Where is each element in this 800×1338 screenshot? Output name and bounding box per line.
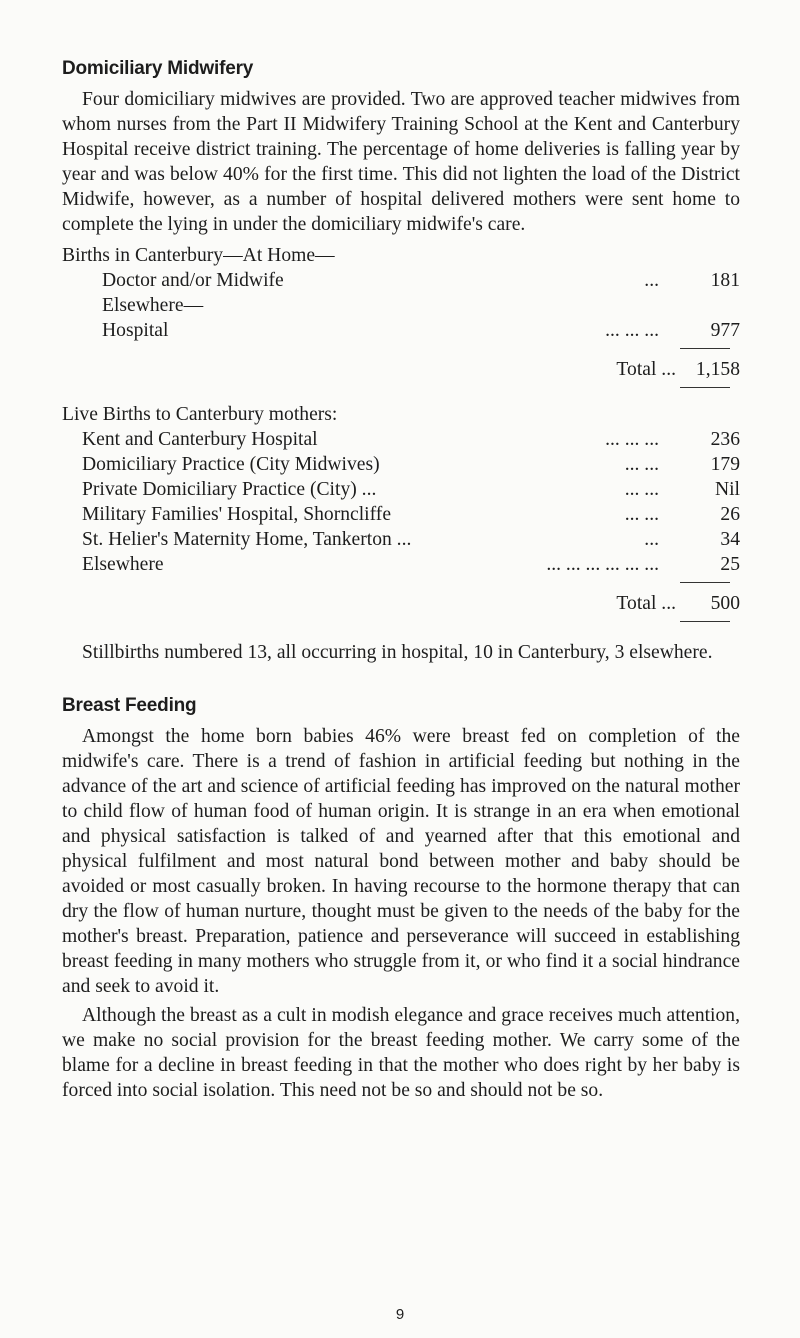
row-leader: ... [644, 529, 659, 550]
row-value: 179 [710, 454, 740, 475]
row-label: Kent and Canterbury Hospital [82, 429, 318, 450]
paragraph-breast-feeding-1: Amongst the home born babies 46% were breast fed on completion of the midwife's care. There is a trend of fashion in artificial feeding but nothing in the advance of the art and science of artificial feeding has improved on the natural mother to child flow of human food of human origin. It is strange in an era when emotional and physical satisfaction is talked of and yearned after that this emotional and physical fulfilment and most natural bond between mother and baby should be avoided or most casually broken. In having recourse to the hormone therapy that can dry the flow of human nurture, thought must be given to the needs of the baby for the mother's breast. Preparation, patience and perseverance will succeed in establishing breast feeding in many mothers who struggle from it, or who find it a social hindrance and seek to avoid it. [62, 726, 740, 997]
live-births-row [62, 427, 740, 452]
row-value: 26 [720, 504, 740, 525]
births-total-row [62, 357, 740, 382]
live-births-row [62, 477, 740, 502]
live-births-heading: Live Births to Canterbury mothers: [62, 404, 338, 425]
row-label: Hospital [102, 320, 169, 341]
row-value: 236 [710, 429, 740, 450]
live-births-row [62, 527, 740, 552]
row-value: 34 [720, 529, 740, 550]
row-value: 25 [720, 554, 740, 575]
row-leader: ... ... ... [605, 320, 659, 341]
row-leader: ... ... ... ... ... ... [546, 554, 659, 575]
row-label: Domiciliary Practice (City Midwives) [82, 454, 380, 475]
live-births-row [62, 552, 740, 577]
births-row-hospital [62, 318, 740, 343]
births-row-doctor-midwife [62, 268, 740, 293]
heading-breast-feeding: Breast Feeding [62, 695, 197, 716]
row-label: Doctor and/or Midwife [102, 270, 284, 291]
row-value: Nil [714, 479, 740, 500]
heading-domiciliary-midwifery: Domiciliary Midwifery [62, 58, 254, 79]
paragraph-breast-feeding-2: Although the breast as a cult in modish elegance and grace receives much attention, we make no social provision for the breast feeding mother. We carry some of the blame for a decline in breast feeding in that the mother who does right by her baby is forced into social isolation. This need not be so and should not be so. [62, 1005, 740, 1101]
births-heading: Births in Canterbury—At Home— [62, 245, 335, 266]
row-label: Military Families' Hospital, Shorncliffe [82, 504, 392, 525]
row-label: Private Domiciliary Practice (City) ... [82, 479, 377, 500]
total-label: Total ... [616, 359, 676, 380]
row-leader: ... ... [624, 504, 659, 525]
page-number: 9 [395, 1306, 405, 1323]
row-leader: ... [644, 270, 659, 291]
total-label: Total ... [616, 593, 676, 614]
row-value: 977 [710, 320, 740, 341]
row-label: St. Helier's Maternity Home, Tankerton ... [82, 529, 412, 550]
live-births-row [62, 502, 740, 527]
total-value: 1,158 [695, 359, 740, 380]
births-elsewhere-label: Elsewhere— [102, 295, 204, 316]
paragraph-domiciliary: Four domiciliary midwives are provided. Two are approved teacher midwives from whom nurses from the Part II Midwifery Training School at the Kent and Canterbury Hospital receive district training. The percentage of home deliveries is falling year by year and was below 40% for the first time. This did not lighten the load of the District Midwife, however, as a number of hospital delivered mothers were sent home to complete the lying in under the domiciliary midwife's care. [62, 89, 740, 235]
row-leader: ... ... [624, 479, 659, 500]
row-label: Elsewhere [82, 554, 164, 575]
live-births-total-row [62, 591, 740, 616]
row-value: 181 [710, 270, 740, 291]
live-births-row [62, 452, 740, 477]
paragraph-stillbirths: Stillbirths numbered 13, all occurring in hospital, 10 in Canterbury, 3 elsewhere. [82, 642, 713, 663]
total-value: 500 [710, 593, 740, 614]
row-leader: ... ... ... [605, 429, 659, 450]
document-page [62, 58, 740, 1103]
live-births-list [62, 427, 740, 577]
row-leader: ... ... [624, 454, 659, 475]
